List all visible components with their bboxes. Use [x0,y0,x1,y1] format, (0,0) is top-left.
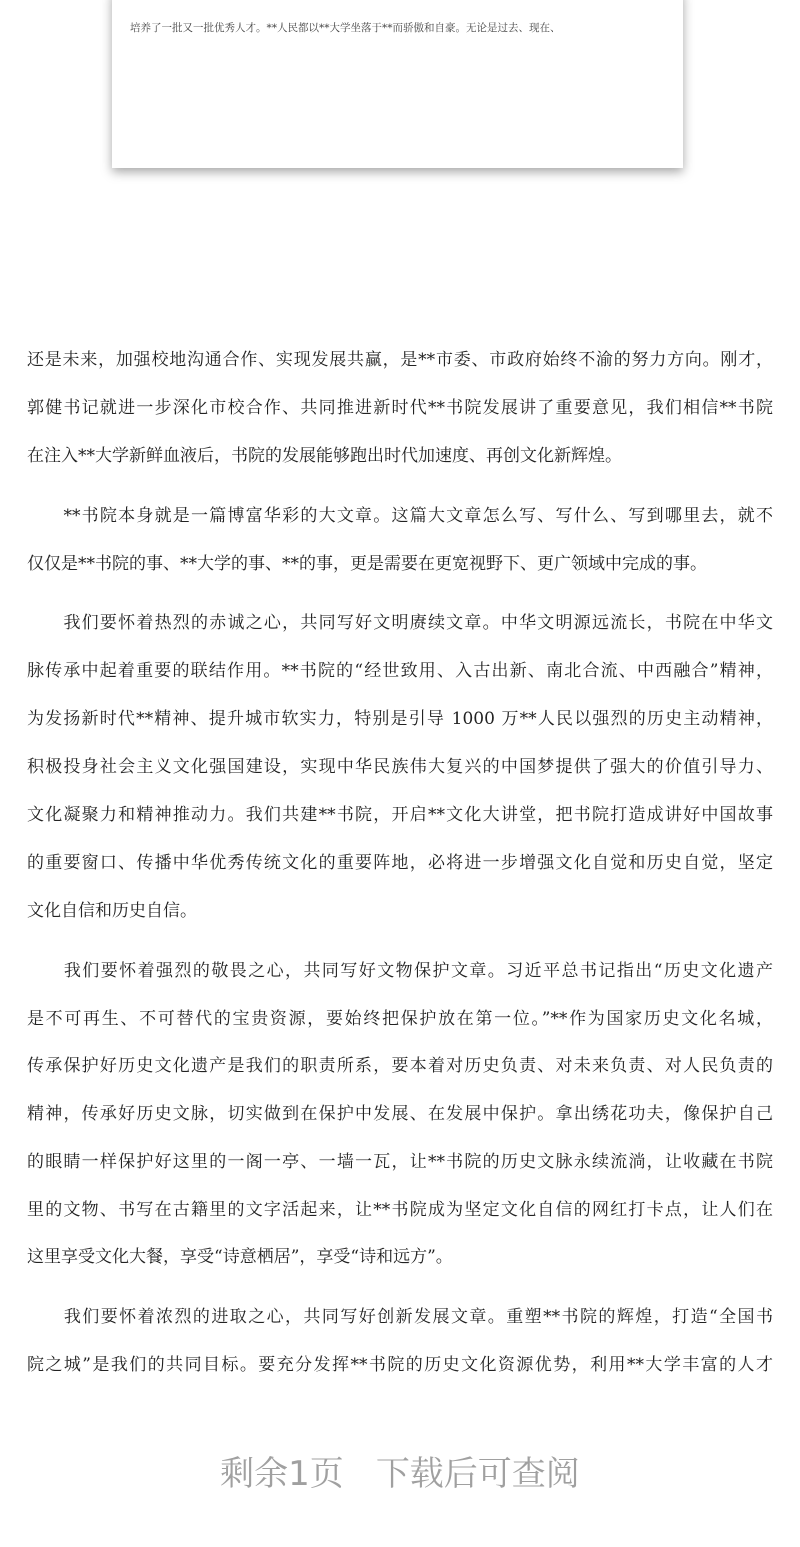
download-prompt[interactable] [0,1446,800,1495]
text-line: 院之城”是我们的共同目标。要充分发挥**书院的历史文化资源优势，利用**大学丰富的人才 [27,1355,773,1375]
text-line: 文化自信和历史自信。 [27,901,197,921]
text-line: 是不可再生、不可替代的宝贵资源，要始终把保护放在第一位。”**作为国家历史文化名城， [27,1009,773,1029]
text-line: 的眼睛一样保护好这里的一阁一亭、一墙一瓦，让**书院的历史文脉永续流淌，让收藏在书院 [27,1152,773,1172]
text-line: 脉传承中起着重要的联结作用。**书院的“经世致用、入古出新、南北合流、中西融合”精神， [27,661,773,681]
text-line: 这里享受文化大餐，享受“诗意栖居”，享受“诗和远方”。 [27,1247,453,1267]
text-line: 在注入**大学新鲜血液后，书院的发展能够跑出时代加速度、再创文化新辉煌。 [27,446,622,466]
text-line: 我们要怀着热烈的赤诚之心，共同写好文明赓续文章。中华文明源远流长，书院在中华文 [27,613,773,633]
text-line: 为发扬新时代**精神、提升城市软实力，特别是引导 1000 万**人民以强烈的历史主动精神， [27,709,773,729]
text-line: 还是未来，加强校地沟通合作、实现发展共赢，是**市委、市政府始终不渝的努力方向。刚才， [27,350,773,370]
text-line: 精神，传承好历史文脉，切实做到在保护中发展、在发展中保护。拿出绣花功夫，像保护自己 [27,1104,773,1124]
text-line: 仅仅是**书院的事、**大学的事、**的事，更是需要在更宽视野下、更广领域中完成的事。 [27,554,707,574]
text-line: 的重要窗口、传播中华优秀传统文化的重要阵地，必将进一步增强文化自觉和历史自觉，坚定 [27,853,773,873]
text-line: 郭健书记就进一步深化市校合作、共同推进新时代**书院发展讲了重要意见，我们相信**书院 [27,398,773,418]
text-line: 文化凝聚力和精神推动力。我们共建**书院，开启**文化大讲堂，把书院打造成讲好中国故事 [27,805,773,825]
text-line: 传承保护好历史文化遗产是我们的职责所系，要本着对历史负责、对未来负责、对人民负责的 [27,1056,773,1076]
download-to-view-text[interactable]: 下载后可查阅 [375,1454,580,1494]
text-line: 我们要怀着强烈的敬畏之心，共同写好文物保护文章。习近平总书记指出“历史文化遗产 [27,961,773,981]
text-line: 里的文物、书写在古籍里的文字活起来，让**书院成为坚定文化自信的网红打卡点，让人们在 [27,1200,773,1220]
page-preview [112,0,683,168]
text-line: 我们要怀着浓烈的进取之心，共同写好创新发展文章。重塑**书院的辉煌，打造“全国书 [27,1307,773,1327]
remaining-pages-text: 剩余1页 [220,1454,344,1494]
preview-line: 培养了一批又一批优秀人才。**人民都以**大学坐落于**而骄傲和自豪。无论是过去、现在、 [130,22,561,34]
text-line: **书院本身就是一篇博富华彩的大文章。这篇大文章怎么写、写什么、写到哪里去，就不 [27,506,773,526]
text-line: 积极投身社会主义文化强国建设，实现中华民族伟大复兴的中国梦提供了强大的价值引导力、 [27,757,773,777]
